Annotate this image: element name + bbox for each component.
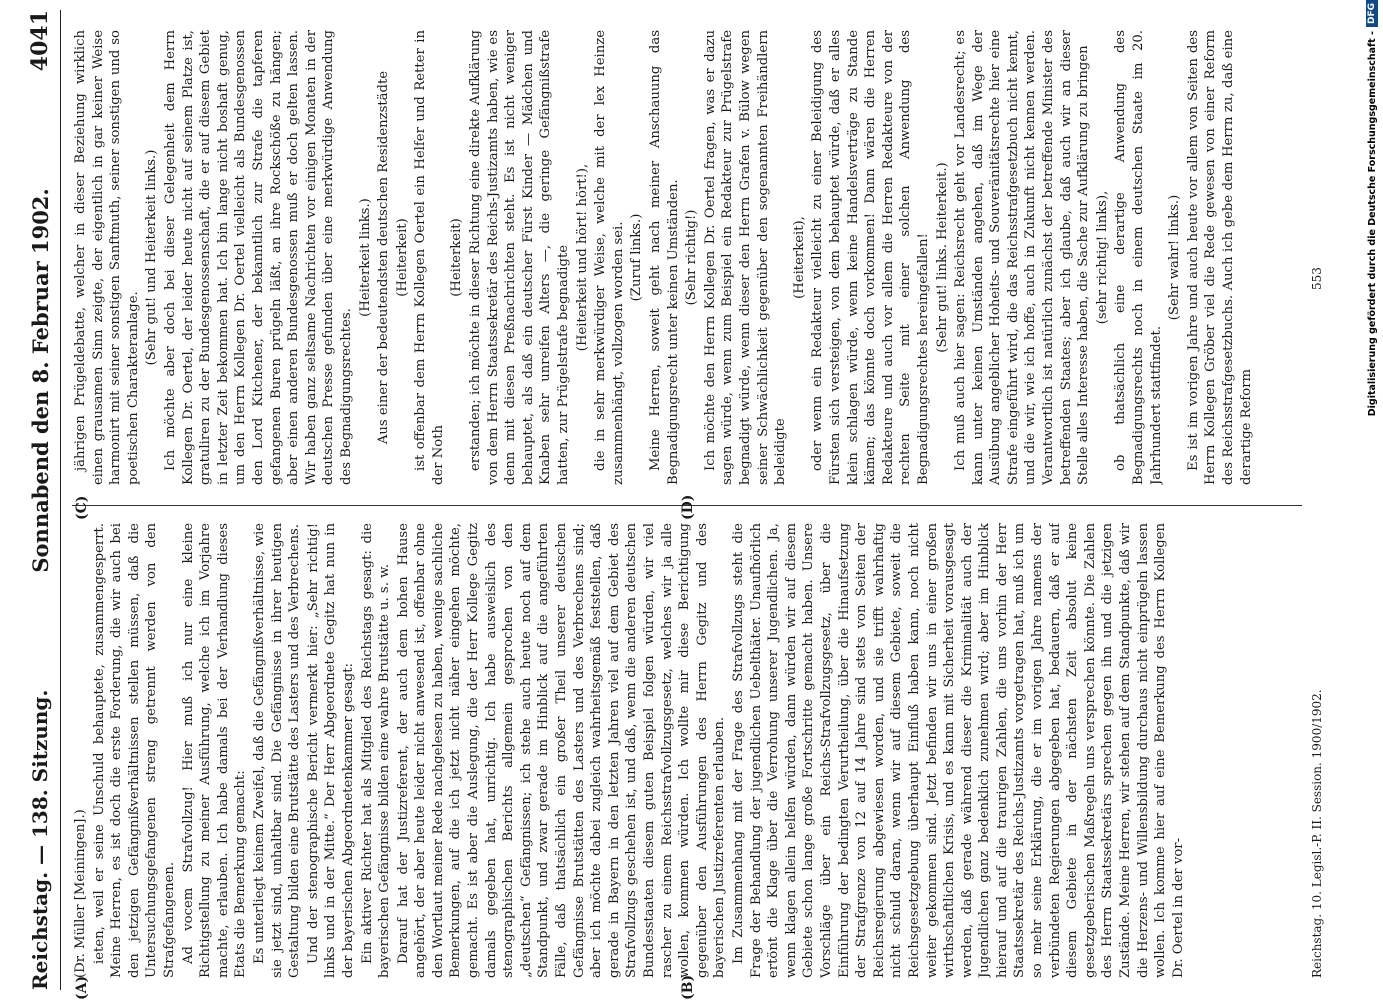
right-paragraph: Es ist im vorigen Jahre und auch heute vor allem von Seiten des Herrn Kollegen Gröber viel die Rede gewesen von einer Reform des Reichsstrafgesetzbuchs. Auch ich gebe dem Herrn zu, daß eine derartige Reform [1185,30,1254,485]
left-paragraph: Im Zusammenhang mit der Frage des Strafvollzugs steht die Frage der Behandlung der jugendlichen Uebelthäter. Unaufhörlich ertönt die Klage über die Verrohung unserer Jugendlichen. Ja, wenn klagen allein helfen würden, dann würden wir auf diesem Gebiete schon lange große Fortschritte gemacht haben. Unsere Vorschläge über ein Reichs-Strafvollzugsgesetz, über die Einführung der bedingten Verurtheilung, über die Hinaufsetzung der Strafgrenze von 12 auf 14 Jahre sind stets von Seiten der Reichsregierung abgewiesen worden, und sie trifft wahrhaftig nicht schuld daran, wenn wir auf diesem Gebiete, soweit die Reichsgesetzgebung überhaupt Einfluß haben kann, noch nicht weiter gekommen sind. Jetzt befinden wir uns in einer großen wirthschaftlichen Krisis, und es kann mit Sicherheit vorausgesagt werden, daß gerade während dieser die Kriminalität auch der Jugendlichen ganz bedenklich zunehmen wird; aber im Hinblick hierauf und auf die traurigen Zahlen, die uns vorhin der Herr Staatssekretär des Reichs-Justizamts vorgetragen hat, muß ich um so mehr seine Erklärung, die er im vorigen Jahre namens der verbündeten Regierungen abgegeben hat, bedauern, daß er auf diesem Gebiete in der nächsten Zeit absolut keine gesetzgeberischen Maßregeln uns versprechen könnte. Die Zahlen des Herrn Staatssekretärs sprechen gegen ihn und die jetzigen Zustände. Meine Herren, wir stehen auf dem Standpunkte, daß wir die Herzens- und Willensbildung durchaus nicht einprügeln lassen wollen. Ich komme hier auf eine Bemerkung des Herrn Kollegen Dr. Oertel in der vor- [730,523,1186,978]
right-paragraph: (Sehr gut! links. Heiterkeit.) [934,162,950,353]
speaker-line: (Dr. Müller [Meiningen].) [73,809,88,978]
left-paragraph: Ad vocem Strafvollzug! Hier muß ich nur eine kleine Richtigstellung zu meiner Ausführung, welche ich im Vorjahre machte, erlauben. Ich habe damals bei der Verhandlung dieses Etats die Bemerkung gemacht: [180,523,249,978]
left-paragraph: ieten, weil er seine Unschuld behauptete, zusammengesperrt. Meine Herren, es ist doch die erste Forderung, die wir auch bei den jetzigen Gefängnißverhältnissen stellen müssen, daß die Untersuchungsgefangenen streng getrennt werden von den Strafgefangenen. [91,523,177,978]
right-paragraph: Ich muß auch hier sagen: Reichsrecht geht vor Landesrecht; es kann unter keinen Umständen angehen, daß im Wege der Ausübung angeblicher Hoheits- und Souveränitätsrechte hier eine Strafe eingeführt wird, die das Reichsstrafgesetzbuch nicht kennt, und die wir, wie ich hoffe, auch in Zukunft nicht kennen werden. Verantwortlich ist natürlich zunächst der betreffende Minister des betreffenden Staates; aber ich glaube, daß auch wir an dieser Stelle alles Interesse haben, die Sache zur Aufklärung zu bringen [953,30,1092,485]
right-column [72,30,1302,485]
right-paragraph: (Heiterkeit und hört! hört!), [574,163,590,352]
digitization-credit [1363,0,1381,1000]
right-paragraph: Meine Herren, soweit geht nach meiner Anschauung das Begnadigungsrecht unter keinen Umständen. [648,30,681,485]
rotated-page-content [20,10,1360,1000]
right-column-text [72,30,1255,485]
credit-text: Digitalisierung gefördert durch die Deutsche Forschungsgemeinschaft - [1366,31,1378,417]
left-column-text [91,523,1188,978]
right-paragraph: oder wenn ein Redakteur vielleicht zu einer Beleidigung des Fürsten sich versteigen, von dem behauptet würde, daß er alles klein schlagen würde, wenn keine Handelsverträge zu Stande kämen; das könnte doch vorkommen! Dann wären die Herren Redakteure und auch vor allem die Herren Redakteure von der rechten Seite mit einer solchen Anwendung des Begnadigungsrechtes hereingefallen! [810,30,931,485]
header-session: Reichstag. — 138. Sitzung. [28,689,52,990]
left-paragraph: Darauf hat der Justizreferent, der auch dem hohen Hause angehört, der aber heute leider nicht anwesend ist, offenbar ohne den Wortlaut meiner Rede nachgelesen zu haben, wenige sachliche Bemerkungen, auf die ich jetzt nicht näher eingehen möchte, gemacht. Es ist aber die Auslegung, die der Herr Kollege Gegitz damals gegeben hat, unrichtig. Ich habe ausweislich des stenographischen Berichts allgemein gesprochen von den „deutschen“ Gefängnissen; ich stehe auch heute noch auf dem Standpunkt, und zwar gerade im Hinblick auf die angeführten Fälle, daß thatsächlich ein großer Theil unserer deutschen Gefängnisse Brutstätten des Lasters und des Verbrechens sind; aber ich möchte dabei zugleich wahrheitsgemäß feststellen, daß gerade in Bayern in den letzten Jahren viel auf dem Gebiet des Strafvollzugs geschehen ist, und daß, wenn die anderen deutschen Bundesstaaten diesem guten Beispiel folgen würden, wir viel rascher zu einem Reichsstrafvollzugsgesetz, welches wir ja alle wollen, kommen würden. Ich wollte mir diese Berichtigung gegenüber den Ausführungen des Herrn Gegitz und des bayerischen Justizreferenten erlauben. [395,523,728,978]
right-paragraph: (Heiterkeit links.) [357,198,373,317]
right-paragraph: die in sehr merkwürdiger Weise, welche mit der lex Heinze zusammenhängt, vollzogen worden sei. [593,30,626,485]
page-header [20,10,61,990]
left-paragraph: Und der stenographische Bericht vermerkt hier: „Sehr richtig! links und in der Mitte.“ Der Herr Abgeordnete Gegitz hat nun in der bayerischen Abgeordnetenkammer gesagt: [305,523,356,978]
right-paragraph: (Zuruf links.) [629,213,645,302]
left-paragraph: Es unterliegt keinem Zweifel, daß die Gefängnißverhältnisse, wie sie jetzt sind, unhaltbar sind. Die Gefängnisse in ihrer heutigen Gestaltung bilden eine Brutstätte des Lasters und des Verbrechens. [251,523,303,978]
footer-sheet-number: 553 [1310,267,1324,290]
right-paragraph: (Sehr gut! und Heiterkeit links.) [144,149,160,366]
right-paragraph: (Sehr richtig!) [684,209,700,306]
margin-mark-c: (C) [74,495,90,520]
right-paragraph: ob thatsächlich eine derartige Anwendung des Begnadigungsrechts noch in einem deutschen Staate im 20. Jahrhundert stattfindet. [1113,30,1164,485]
right-paragraph: (sehr richtig! links), [1094,190,1110,325]
margin-mark-a: (A) [74,975,90,1000]
right-paragraph: (Heiterkeit) [449,218,465,297]
left-paragraph: Ein aktiver Richter hat als Mitglied des Reichstags gesagt: die bayerischen Gefängnisse bilden eine wahre Brutstätte u. s. w. [359,523,393,978]
footer-legislature: Reichstag. 10. Legisl.-P. II. Session. 1900/1902. [1310,689,1324,978]
right-paragraph: (Heiterkeit), [791,216,807,299]
header-date: Sonnabend den 8. Februar 1902. [27,188,53,573]
dfg-logo: DFG [1366,0,1378,27]
right-paragraph: Aus einer der bedeutendsten deutschen Residenzstädte [376,70,392,445]
right-paragraph: erstanden; ich möchte in dieser Richtung eine direkte Aufklärung von dem Herrn Staatssekretär des Reichs-Justizamts haben, wie es denn mit diesen Preßnachrichten steht. Es ist nicht weniger behauptet, als daß ein deutscher Fürst Kinder — Mädchen und Knaben sehr unreifen Alters —, die geringe Gefängnißstrafe hatten, zur Prügelstrafe begnadigte [468,30,572,485]
left-column [72,523,1302,978]
margin-mark-b: (B) [680,974,696,1000]
document-page [20,10,1360,1000]
right-paragraph: ist offenbar dem Herrn Kollegen Oertel ein Helfer und Retter in der Noth [413,30,446,485]
right-paragraph: Ich möchte den Herrn Kollegen Dr. Oertel fragen, was er dazu sagen würde, wenn zum Beispiel ein Redakteur zur Prügelstrafe begnadigt würde, wenn dieser den Herrn Grafen v. Bülow wegen seiner Schwächlichkeit gegenüber den sogenannten Freihändlern beleidigte [702,30,789,485]
right-paragraph: Ich möchte aber doch bei dieser Gelegenheit dem Herrn Kollegen Dr. Oertel, der leider heute nicht auf seinem Platze ist, gratuliren zu der Bundesgenossenschaft, die er auf diesem Gebiet in letzter Zeit bekommen hat. Ich bin lange nicht boshaft genug, um den Herrn Kollegen Dr. Oertel vielleicht als Bundesgenossen den Lord Kitchener, der bekanntlich zur Strafe die tapferen gefangenen Buren prügeln läßt, an ihre Rockschöße zu hängen; aber einen anderen Bundesgenossen muß er doch gelten lassen. Wir haben ganz seltsame Nachrichten vor einigen Monaten in der deutschen Presse gefunden über eine merkwürdige Anwendung des Begnadigungsrechtes. [162,30,354,485]
credit-text-wrapper [1363,0,1381,1000]
margin-mark-d: (D) [680,494,696,520]
right-paragraph: (Sehr wahr! links.) [1167,194,1183,321]
right-paragraph: (Heiterkeit) [394,218,410,297]
right-paragraph: jährigen Prügeldebatte, welcher in dieser Beziehung wirklich einen grausamen Sinn zeigte, der eigentlich in gar keiner Weise harmonirt mit seiner sonstigen Sanftmuth, seiner sonstigen und so poetischen Charakteranlage. [73,30,141,485]
page-number: 4041 [27,10,53,72]
